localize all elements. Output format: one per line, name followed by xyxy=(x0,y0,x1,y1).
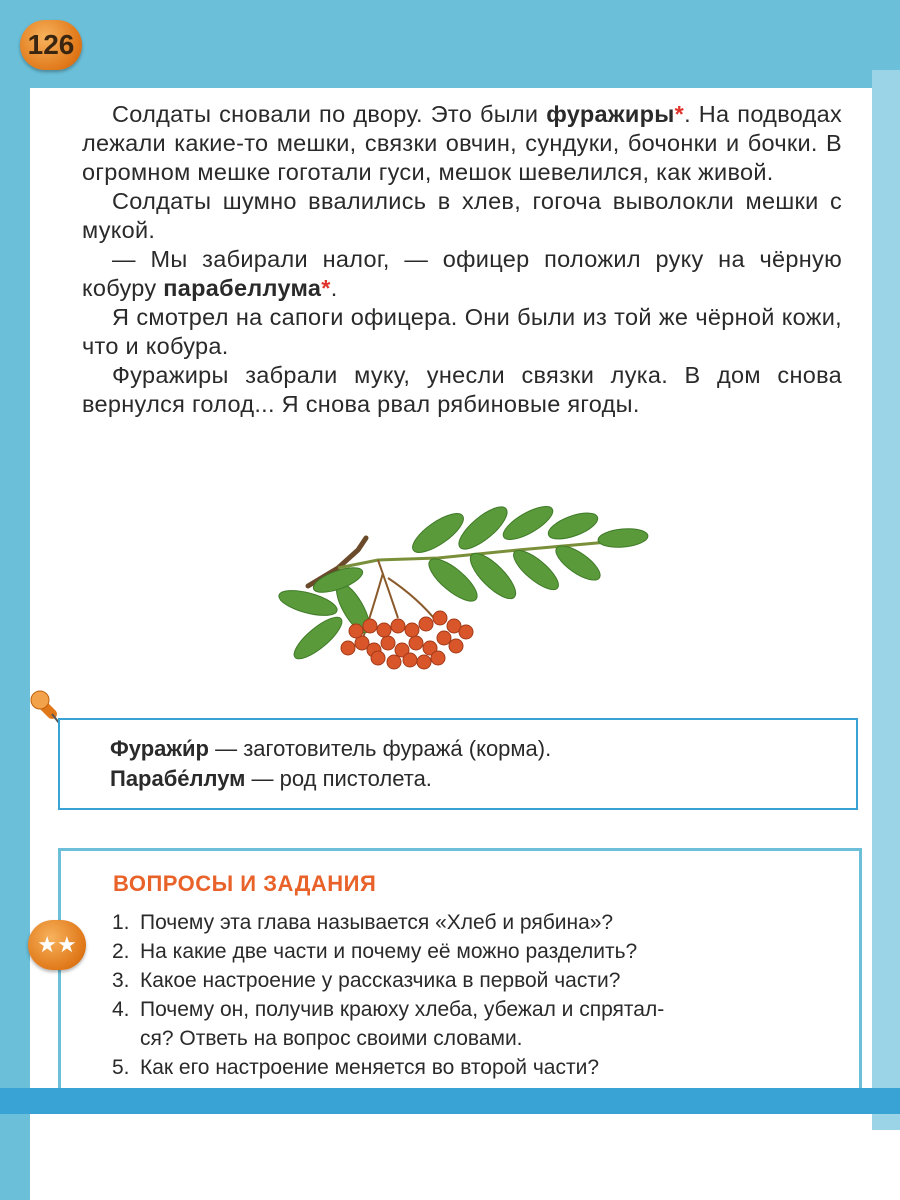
story-paragraph-4: Я смотрел на сапоги офицера. Они были из той же чёрной кожи, что и кобура. xyxy=(82,304,842,359)
term-furazhiry: фуражиры xyxy=(546,101,675,127)
left-frame-strip xyxy=(0,0,30,1200)
question-item: 3. Какое настроение у рассказчика в первой части? xyxy=(112,969,621,992)
page-number-badge: 126 xyxy=(20,20,82,70)
glossary-term: Парабе́ллум xyxy=(110,766,246,791)
glossary-box xyxy=(58,718,858,810)
question-item: 2. На какие две части и почему её можно разделить? xyxy=(112,940,638,963)
glossary-entry: Парабе́ллум — род пистолета. xyxy=(110,766,432,791)
questions-list xyxy=(112,908,852,1082)
question-item-continuation: ся? Ответь на вопрос своими словами. xyxy=(140,1027,523,1050)
story-paragraph-5: Фуражиры забрали муку, унесли связки лука. В дом снова вернулся голод... Я снова рвал рябиновые ягоды. xyxy=(82,362,842,417)
story-paragraph-1: Солдаты сновали по двору. Это были фуражиры*. На подводах лежали какие-то мешки, связки овчин, сундуки, бочонки и бочки. В огромном мешке гоготали гуси, мешок шевелился, как живой. xyxy=(82,101,843,185)
story-paragraph-3: — Мы забирали налог, — офицер положил руку на чёрную кобуру парабеллума*. xyxy=(82,246,842,301)
right-frame-strip xyxy=(872,70,900,1130)
glossary-definition: заготовитель фуража́ (корма). xyxy=(243,736,552,761)
asterisk-mark: * xyxy=(321,275,331,301)
glossary-term: Фуражи́р xyxy=(110,736,209,761)
question-item: 1. Почему эта глава называется «Хлеб и рябина»? xyxy=(112,911,614,934)
story-paragraph-2: Солдаты шумно ввалились в хлев, гогоча выволокли мешки с мукой. xyxy=(82,188,842,243)
term-parabellum: парабеллума xyxy=(163,275,322,301)
story-text xyxy=(82,100,842,419)
top-frame-band xyxy=(0,0,900,88)
questions-title: ВОПРОСЫ И ЗАДАНИЯ xyxy=(113,871,377,896)
glossary-definition: род пистолета. xyxy=(279,766,432,791)
two-stars-icon: ★★ xyxy=(28,920,86,970)
bottom-frame-band xyxy=(0,1088,900,1114)
question-item: 5. Как его настроение меняется во второй части? xyxy=(112,1056,600,1079)
rowan-branch-illustration xyxy=(278,498,658,673)
glossary-entry: Фуражи́р — заготовитель фуража́ (корма). xyxy=(110,736,552,761)
question-item: 4. Почему он, получив краюху хлеба, убежал и спрятал- xyxy=(112,998,665,1021)
asterisk-mark: * xyxy=(674,101,685,127)
